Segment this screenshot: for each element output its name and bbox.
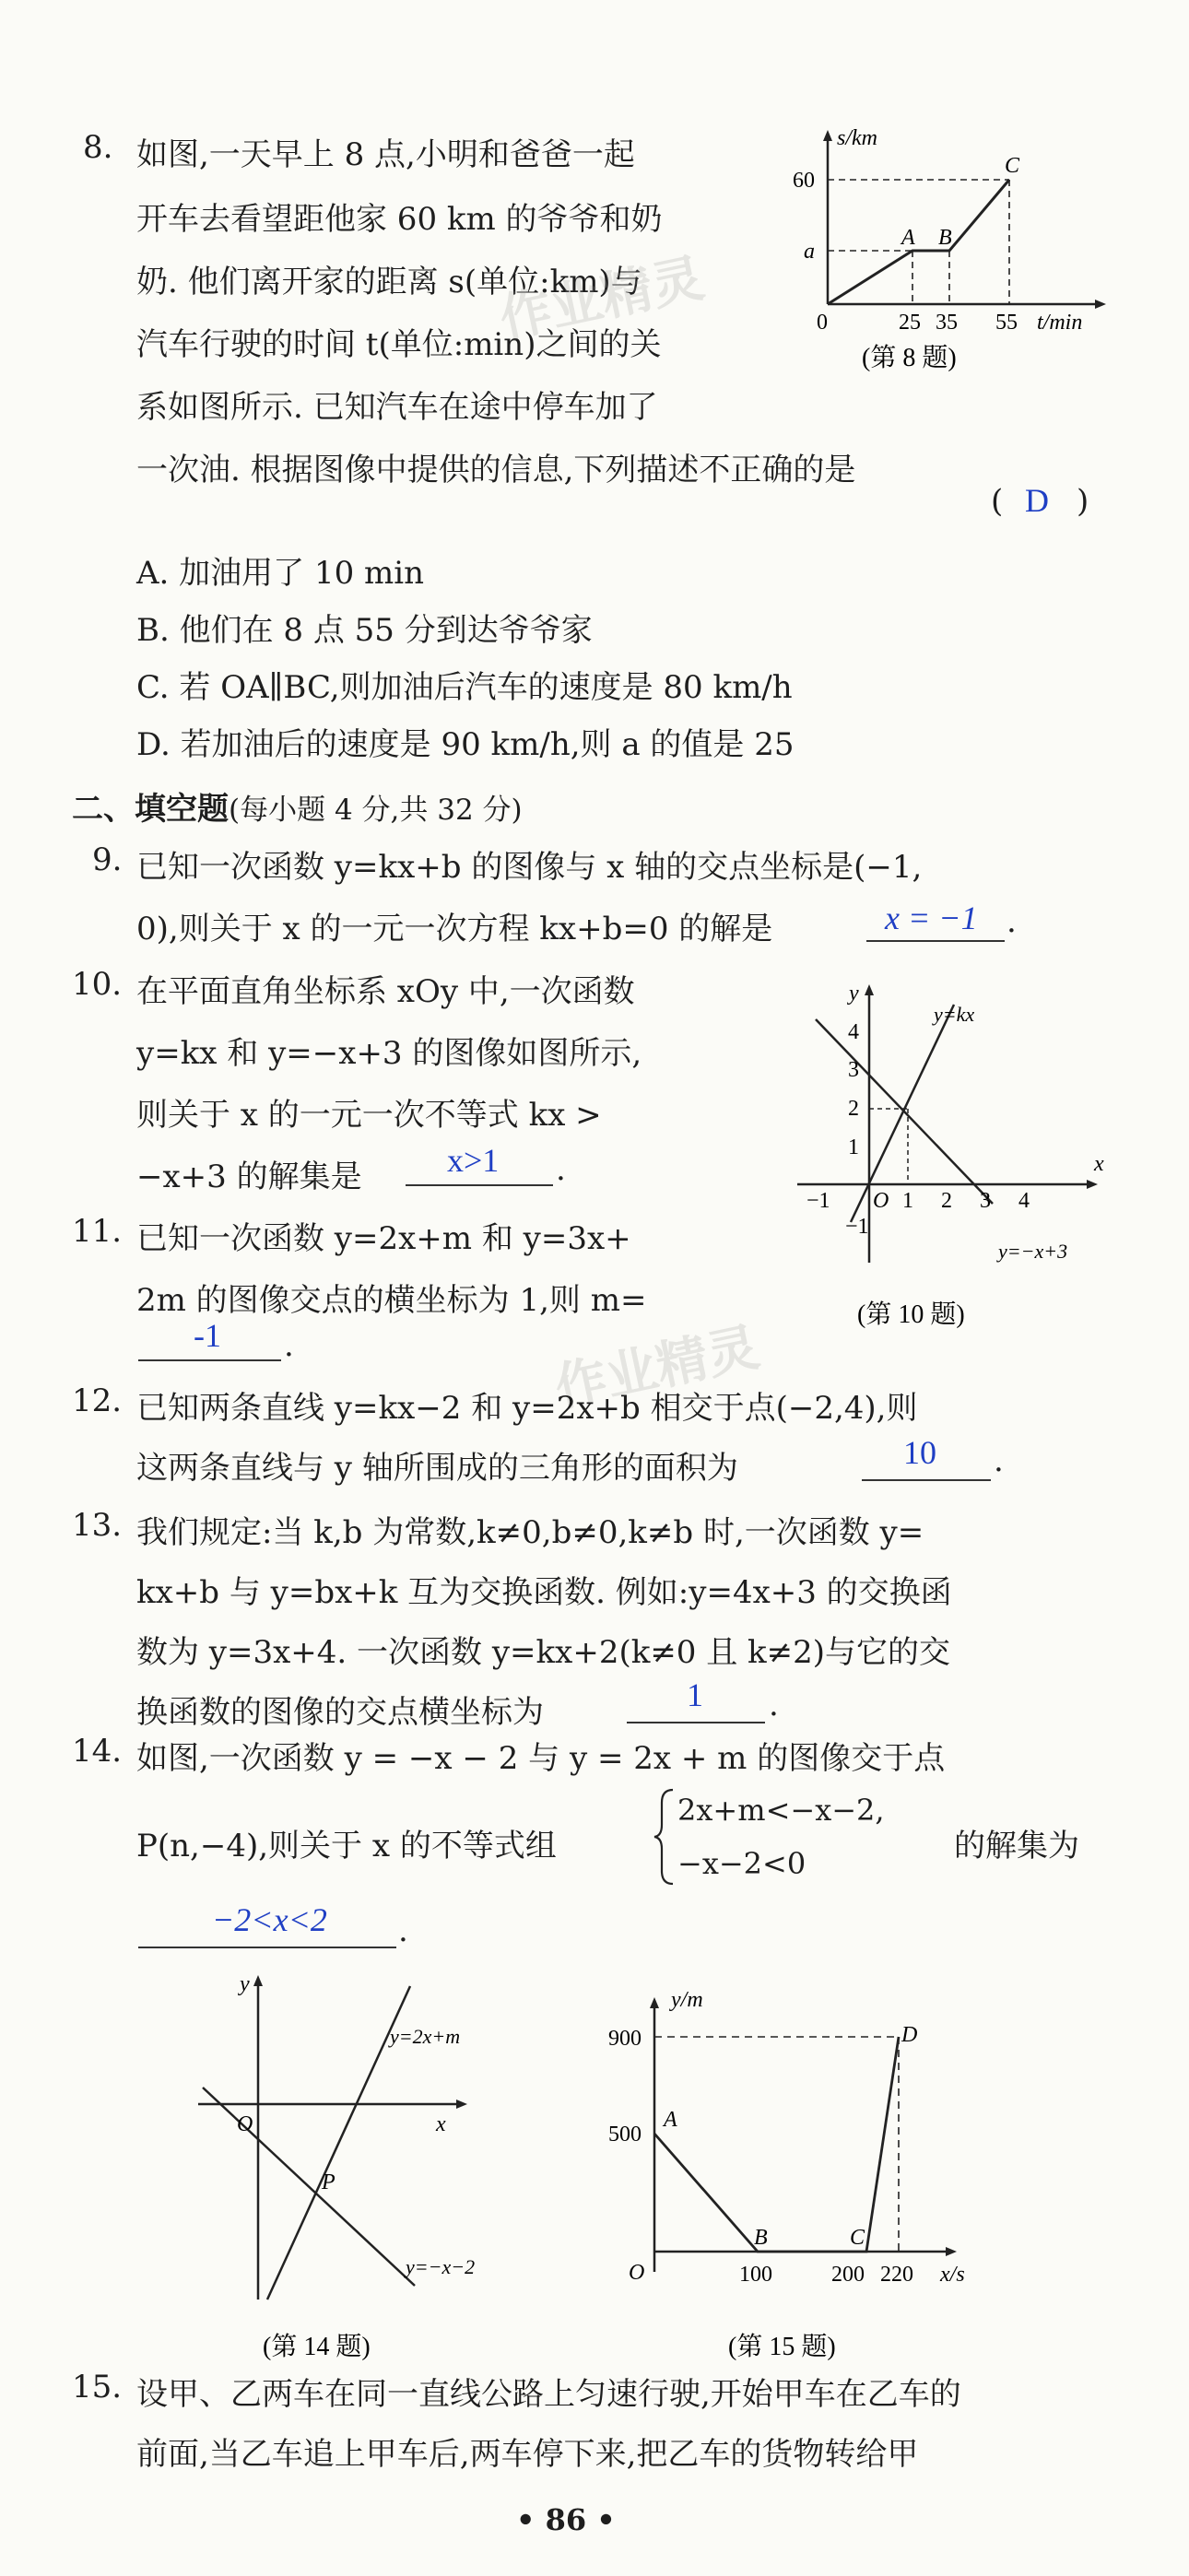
q10-x-arrow: [1087, 1180, 1098, 1189]
q9-text-line1: 已知一次函数 y=kx+b 的图像与 x 轴的交点坐标是(−1,: [136, 849, 923, 886]
q8-caption: (第 8 题): [862, 344, 957, 372]
q10-y-arrow: [865, 984, 874, 995]
q14-system-1: 2x+m<−x−2,: [677, 1793, 885, 1828]
q10-ytick-3: 3: [848, 1058, 859, 1082]
q10-text-line3: 则关于 x 的一元一次不等式 kx >: [136, 1097, 602, 1134]
q15-caption: (第 15 题): [728, 2333, 836, 2361]
page-number: • 86 •: [516, 2502, 616, 2537]
q9-number: 9.: [92, 841, 123, 878]
q11-text-line2: 2m 的图像交点的横坐标为 1,则 m=: [136, 1282, 647, 1319]
q10-label-neg: y=−x+3: [998, 1240, 1068, 1263]
q8-option-d: D. 若加油后的速度是 90 km/h,则 a 的值是 25: [136, 726, 795, 763]
q8-point-c: C: [1005, 154, 1020, 178]
q8-point-a: A: [901, 226, 915, 250]
q8-point-b: B: [938, 226, 952, 250]
q10-line-neg: [816, 1019, 993, 1204]
q14-brace: [653, 1786, 677, 1888]
q9-text-line2: 0),则关于 x 的一元一次方程 kx+b=0 的解是: [136, 911, 773, 947]
q14-x-label: x: [436, 2112, 446, 2136]
q14-text-line1: 如图,一次函数 y = −x − 2 与 y = 2x + m 的图像交于点: [136, 1740, 946, 1777]
q8-text-line1: 如图,一天早上 8 点,小明和爸爸一起: [136, 136, 635, 173]
q9-answer: x = −1: [885, 900, 978, 936]
q12-answer: 10: [903, 1434, 936, 1471]
q12-text-line2: 这两条直线与 y 轴所围成的三角形的面积为: [136, 1450, 738, 1487]
q12-end: .: [994, 1442, 1004, 1479]
q15-number: 15.: [72, 2369, 123, 2405]
q9-end: .: [1007, 903, 1017, 940]
q8-y-arrow: [823, 130, 832, 141]
q14-figure: [180, 1968, 530, 2373]
q15-ytick-900: 900: [608, 2027, 642, 2051]
q10-end: .: [556, 1151, 566, 1188]
q14-line-neg: [203, 2088, 415, 2286]
q15-origin: O: [629, 2261, 645, 2285]
q8-x-label: t/min: [1037, 311, 1083, 335]
q12-text-line1: 已知两条直线 y=kx−2 和 y=2x+b 相交于点(−2,4),则: [136, 1390, 918, 1427]
section-heading: [72, 783, 523, 829]
q15-point-d: D: [901, 2023, 918, 2047]
q8-text-line6: 一次油. 根据图像中提供的信息,下列描述不正确的是: [136, 452, 856, 488]
q10-text-line1: 在平面直角坐标系 xOy 中,一次函数: [136, 973, 635, 1010]
q10-ytick-4: 4: [848, 1020, 859, 1044]
q14-line-2xm: [267, 1986, 410, 2300]
q15-text-line2: 前面,当乙车追上甲车后,两车停下来,把乙车的货物转给甲: [136, 2436, 919, 2473]
q12-answer-blank: [862, 1479, 991, 1481]
q8-text-line2: 开车去看望距他家 60 km 的爷爷和奶: [136, 201, 663, 238]
q15-x-label: x/s: [940, 2263, 965, 2287]
q10-ytick-m1: −1: [845, 1215, 869, 1239]
q11-text-line1: 已知一次函数 y=2x+m 和 y=3x+: [136, 1220, 631, 1257]
q10-xtick-m1: −1: [806, 1189, 830, 1213]
q8-option-c: C. 若 OA∥BC,则加油后汽车的速度是 80 km/h: [136, 669, 793, 706]
q15-xtick-100: 100: [739, 2263, 772, 2287]
q14-y-label: y: [240, 1972, 250, 1996]
q10-text-line2: y=kx 和 y=−x+3 的图像如图所示,: [136, 1035, 642, 1072]
q8-paren-open: (: [991, 483, 1004, 520]
q14-answer-blank: [138, 1947, 396, 1948]
q14-text-line2a: P(n,−4),则关于 x 的不等式组: [136, 1828, 557, 1864]
q15-text-line1: 设甲、乙两车在同一直线公路上匀速行驶,开始甲车在乙车的: [136, 2376, 961, 2413]
q10-number: 10.: [72, 966, 123, 1003]
q10-ytick-1: 1: [848, 1135, 859, 1159]
q10-ytick-2: 2: [848, 1097, 859, 1121]
q14-answer: −2<x<2: [212, 1901, 327, 1938]
q10-text-line4: −x+3 的解集是: [136, 1159, 362, 1195]
q8-text-line4: 汽车行驶的时间 t(单位:min)之间的关: [136, 326, 662, 363]
q13-text-line1: 我们规定:当 k,b 为常数,k≠0,b≠0,k≠b 时,一次函数 y=: [136, 1514, 924, 1551]
q13-number: 13.: [72, 1507, 123, 1544]
q13-answer-blank: [627, 1722, 765, 1723]
q14-point-p: P: [322, 2170, 336, 2194]
q15-point-a: A: [664, 2108, 677, 2132]
section-note: (每小题 4 分,共 32 分): [229, 794, 523, 827]
q14-end: .: [398, 1912, 408, 1949]
q13-text-line4: 换函数的图像的交点横坐标为: [136, 1694, 544, 1731]
q11-answer: -1: [194, 1317, 221, 1354]
q14-y-arrow: [253, 1975, 263, 1986]
q8-tick-a: a: [804, 240, 815, 264]
q13-answer: 1: [687, 1676, 703, 1713]
q10-y-label: y: [849, 982, 859, 1006]
q8-tick-25: 25: [899, 311, 921, 335]
q15-ytick-500: 500: [608, 2123, 642, 2147]
q9-answer-blank: [866, 940, 1005, 942]
q14-x-arrow: [456, 2100, 467, 2109]
q15-xtick-220: 220: [880, 2263, 913, 2287]
q10-xtick-4: 4: [1018, 1189, 1030, 1213]
q10-answer-blank: [406, 1184, 553, 1186]
q14-caption: (第 14 题): [263, 2333, 371, 2361]
q14-system-2: −x−2<0: [677, 1846, 806, 1881]
q13-text-line2: kx+b 与 y=bx+k 互为交换函数. 例如:y=4x+3 的交换函: [136, 1574, 952, 1611]
q10-answer: x>1: [447, 1142, 500, 1179]
q11-answer-blank: [138, 1359, 281, 1361]
q10-xtick-2: 2: [941, 1189, 952, 1213]
q8-tick-55: 55: [995, 311, 1018, 335]
q8-x-arrow: [1095, 300, 1106, 309]
q14-number: 14.: [72, 1733, 123, 1770]
q15-point-c: C: [850, 2226, 865, 2250]
q15-y-label: y/m: [671, 1988, 703, 2012]
q8-text-line3: 奶. 他们离开家的距离 s(单位:km)与: [136, 264, 642, 300]
q8-option-b: B. 他们在 8 点 55 分到达爷爷家: [136, 612, 593, 649]
q14-origin: O: [237, 2112, 253, 2136]
q8-paren-close: ): [1077, 483, 1089, 520]
q8-number: 8.: [83, 129, 113, 166]
q13-text-line3: 数为 y=3x+4. 一次函数 y=kx+2(k≠0 且 k≠2)与它的交: [136, 1634, 951, 1671]
q15-figure: [590, 1968, 1014, 2373]
q10-figure: [788, 977, 1129, 1346]
q15-point-b: B: [754, 2226, 768, 2250]
q8-figure: [793, 124, 1124, 382]
q15-x-arrow: [946, 2247, 957, 2256]
q14-text-line2b: 的解集为: [954, 1828, 1079, 1864]
q11-end: .: [284, 1327, 294, 1364]
q14-label-2xm: y=2x+m: [390, 2025, 461, 2048]
q10-caption: (第 10 题): [857, 1300, 965, 1329]
q10-x-label: x: [1094, 1152, 1104, 1176]
watermark-1: 作业精灵: [494, 247, 710, 350]
section-title: 二、填空题: [72, 791, 229, 828]
q15-xtick-200: 200: [831, 2263, 865, 2287]
q8-text-line5: 系如图所示. 已知汽车在途中停车加了: [136, 389, 658, 426]
q15-y-arrow: [650, 1997, 659, 2008]
q8-tick-60: 60: [793, 169, 815, 193]
q11-number: 11.: [72, 1213, 123, 1250]
q8-origin: 0: [817, 311, 828, 335]
q10-xtick-1: 1: [902, 1189, 913, 1213]
q8-y-label: s/km: [837, 126, 877, 150]
q12-number: 12.: [72, 1382, 123, 1419]
q15-graph-line: [654, 2037, 899, 2252]
q10-origin: O: [873, 1189, 889, 1213]
q8-answer: D: [1025, 482, 1049, 519]
q10-xtick-3: 3: [980, 1189, 991, 1213]
watermark-2: 作业精灵: [549, 1316, 765, 1419]
q8-option-a: A. 加油用了 10 min: [136, 555, 425, 592]
q13-end: .: [769, 1687, 779, 1723]
q8-graph-line: [828, 180, 1009, 304]
q10-label-kx: y=kx: [934, 1003, 975, 1026]
q8-tick-35: 35: [936, 311, 958, 335]
q14-label-neg: y=−x−2: [406, 2255, 476, 2278]
